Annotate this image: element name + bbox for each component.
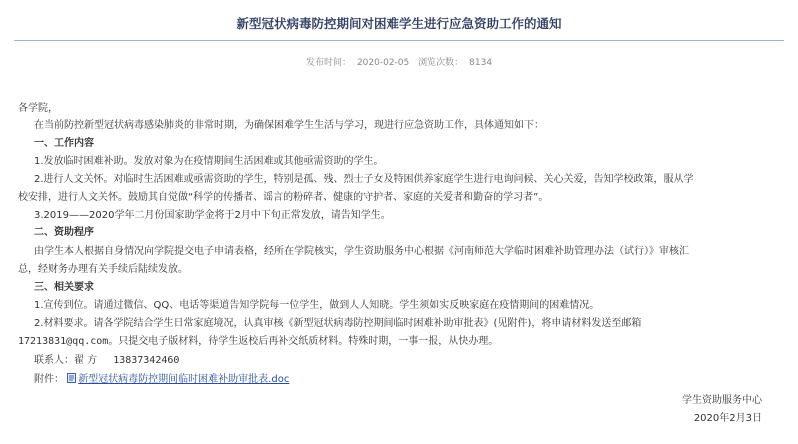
doc-file-icon <box>67 373 76 383</box>
publish-label: 发布时间： <box>305 58 351 68</box>
signature-date: 2020年2月3日 <box>693 413 762 424</box>
requirement-2-line-2 <box>18 336 498 348</box>
contact-row <box>34 355 179 367</box>
work-item-3: 3.2019——2020学年二月份国家助学金将于2月中下旬正常发放，请告知学生。 <box>34 210 391 221</box>
section-title-requirements: 三、相关要求 <box>34 282 94 293</box>
contact-name: 翟 方 <box>74 355 98 366</box>
work-item-2-line-2: 校安排，进行人文关怀。鼓励其自觉做“科学的传播者、谣言的粉碎者、健康的守护者、家庭的关爱者和勤奋的学习者”。 <box>18 192 549 203</box>
publish-date: 2020-02-05 <box>356 58 410 68</box>
attachment-label: 附件： <box>34 374 64 385</box>
intro-paragraph: 在当前防控新型冠状病毒感染肺炎的非常时期，为确保困难学生生活与学习，现进行应急资助工作，具体通知如下： <box>34 120 544 131</box>
attachment-row <box>34 373 289 386</box>
requirement-1: 1.宣传到位。请通过微信、QQ、电话等渠道告知学院每一位学生，做到人人知晓。学生须如实反映家庭在疫情期间的困难情况。 <box>34 300 600 311</box>
views-count: 8134 <box>469 58 493 68</box>
notice-title: 新型冠状病毒防控期间对困难学生进行应急资助工作的通知 <box>236 16 562 31</box>
work-item-2-line-1: 2.进行人文关怀。对临时生活困难或亟需资助的学生，特别是孤、残、烈士子女及特困供养家庭学生进行电询问候、关心关爱，告知学校政策，服从学 <box>34 174 694 185</box>
work-item-1: 1.发放临时困难补助。发放对象为在疫情期间生活困难或其他亟需资助的学生。 <box>34 156 384 167</box>
signature-org: 学生资助服务中心 <box>682 395 762 406</box>
views-label: 浏览次数： <box>418 58 464 68</box>
procedure-line-1: 由学生本人根据自身情况向学院提交电子申请表格，经所在学院核实，学生资助服务中心根据《河南师范大学临时困难补助管理办法（试行）》审核汇 <box>34 246 689 257</box>
contact-label: 联系人： <box>34 355 74 366</box>
email-address[interactable]: 17213831@qq.com <box>18 336 109 347</box>
meta-row <box>0 55 798 68</box>
greeting: 各学院， <box>18 103 58 114</box>
title-divider <box>14 40 784 41</box>
requirement-2-line-1: 2.材料要求。请各学院结合学生日常家庭境况，认真审核《新型冠状病毒防控期间临时困难补助审批表》(见附件)，将申请材料发送至邮箱 <box>34 318 642 329</box>
contact-phone: 13837342460 <box>113 355 180 366</box>
section-title-procedure: 二、资助程序 <box>34 227 94 238</box>
requirement-2-rest: 。只提交电子版材料，待学生返校后再补交纸质材料。特殊时期，一事一报，从快办理。 <box>108 336 499 347</box>
procedure-line-2: 总，经财务办理有关手续后陆续发放。 <box>18 264 188 275</box>
attachment-link[interactable]: 新型冠状病毒防控期间临时困难补助审批表.doc <box>78 374 290 385</box>
section-title-work: 一、工作内容 <box>34 138 94 149</box>
